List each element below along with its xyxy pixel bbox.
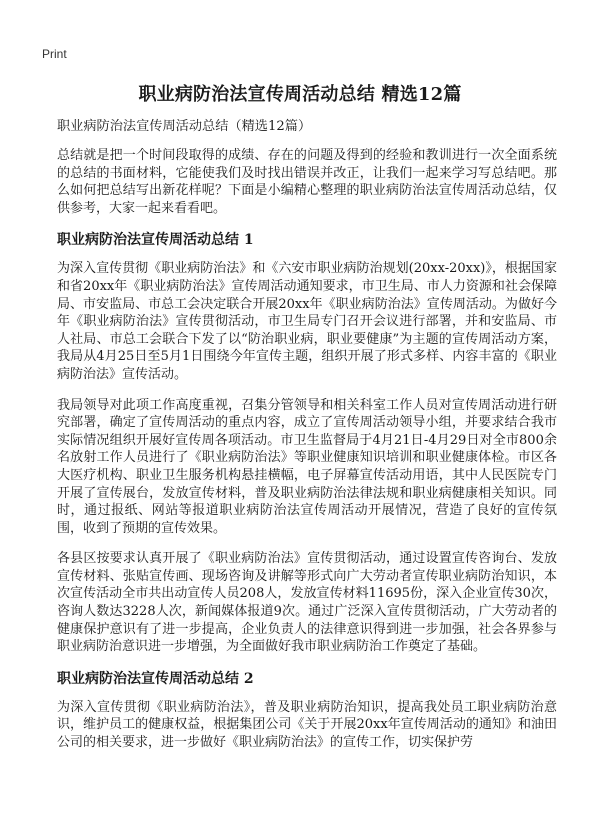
section-1-paragraph-2: 我局领导对此项工作高度重视，召集分管领导和相关科室工作人员对宣传周活动进行研究部署，确定了宣传周活动的重点内容，成立了宣传周活动领导小组，并要求结合我市实际情况组织开展好宣传周各项活动。市卫生监督局于4月21日-4月29日对全市800余名放射工作人员进行了《职业病防治法》等职业健康知识培训和职业健康体检。市区各大医疗机构、职业卫生服务机构悬挂横幅，电子屏幕宣传活动用语，其中人民医院专门开展了宣传展台，发放宣传材料，普及职业病防治法律法规和职业病健康相关知识。同时，通过报纸、网站等报道职业病防治法宣传周活动开展情况，营造了良好的宣传氛围，收到了预期的宣传效果。: [57, 397, 557, 536]
print-label: Print: [42, 47, 67, 61]
document-title: 职业病防治法宣传周活动总结 精选12篇: [138, 84, 462, 105]
section-heading-2: 职业病防治法宣传周活动总结 2: [57, 670, 254, 687]
section-1-paragraph-1: 为深入宣传贯彻《职业病防治法》和《六安市职业病防治规划(20xx-20xx)》，根据国家和省20xx年《职业病防治法》宣传周活动通知要求，市卫生局、市人力资源和社会保障局、市安监局、市总工会决定联合开展20xx年《职业病防治法》宣传周活动。为做好今年《职业病防治法》宣传贯彻活动，市卫生局专门召开会议进行部署，并和安监局、市人社局、市总工会联合下发了以“防治职业病，职业要健康”为主题的宣传周活动方案，我局从4月25日至5月1日围绕今年宣传主题，组织开展了形式多样、内容丰富的《职业病防治法》宣传活动。: [57, 261, 557, 382]
document-content: [57, 118, 557, 765]
section-2-paragraph-1: 为深入宣传贯彻《职业病防治法》，普及职业病防治知识，提高我处员工职业病防治意识，维护员工的健康权益，根据集团公司《关于开展20xx年宣传周活动的通知》和油田公司的相关要求，进一步做好《职业病防治法》的宣传工作，切实保护劳: [57, 699, 557, 751]
intro-paragraph: 总结就是把一个时间段取得的成绩、存在的问题及得到的经验和教训进行一次全面系统的总结的书面材料，它能使我们及时找出错误并改正，让我们一起来学习写总结吧。那么如何把总结写出新花样呢？下面是小编精心整理的职业病防治法宣传周活动总结，仅供参考，大家一起来看看吧。: [57, 148, 557, 216]
section-1-paragraph-3: 各县区按要求认真开展了《职业病防治法》宣传贯彻活动，通过设置宣传咨询台、发放宣传材料、张贴宣传画、现场咨询及讲解等形式向广大劳动者宣传职业病防治知识，本次宣传活动全市共出动宣传人员208人，发放宣传材料11695份，深入企业宣传30次，咨询人数达3228人次，新闻媒体报道9次。通过广泛深入宣传贯彻活动，广大劳动者的健康保护意识有了进一步提高，企业负责人的法律意识得到进一步加强，社会各界参与职业病防治意识进一步增强，为全面做好我市职业病防治工作奠定了基础。: [57, 551, 557, 655]
section-heading-1: 职业病防治法宣传周活动总结 1: [57, 232, 254, 249]
document-subtitle: 职业病防治法宣传周活动总结（精选12篇）: [57, 119, 312, 134]
